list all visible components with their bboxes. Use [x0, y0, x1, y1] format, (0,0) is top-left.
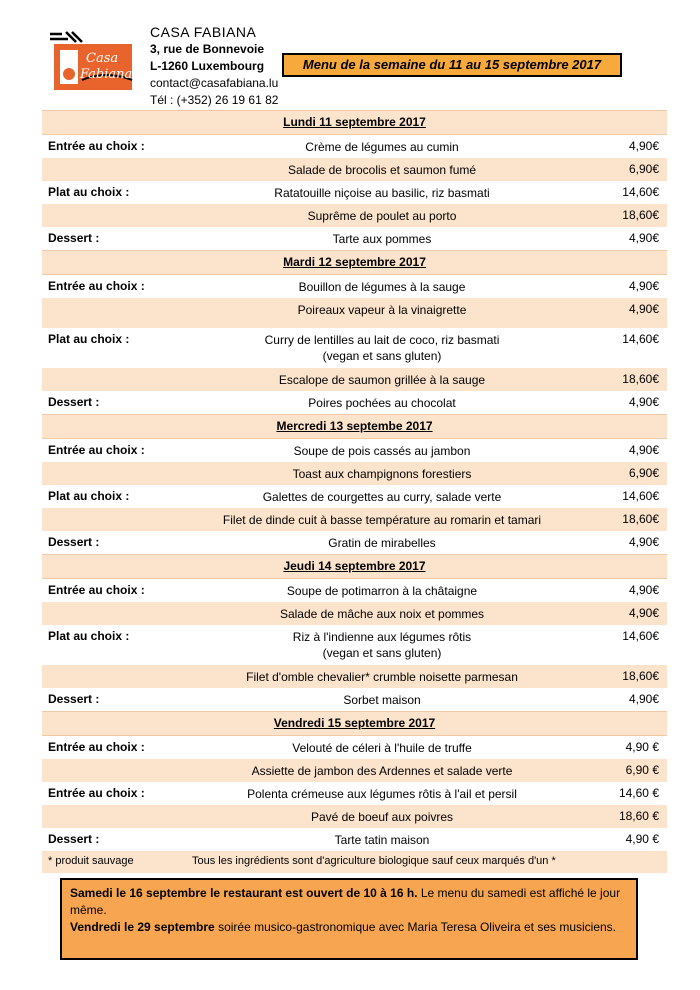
- course-label: Dessert :: [48, 231, 100, 245]
- dish-name: [182, 583, 582, 599]
- menu-row: [42, 828, 667, 851]
- day-title: Mardi 12 septembre 2017: [283, 255, 426, 269]
- dish-note: (vegan et sans gluten): [322, 646, 442, 660]
- menu-row: [42, 135, 667, 158]
- menu-row: [42, 328, 667, 368]
- day-header: [42, 250, 667, 275]
- day-title: Lundi 11 septembre 2017: [283, 115, 426, 129]
- dish-price: 14,60€: [622, 332, 659, 346]
- dish-line: Salade de mâche aux noix et pommes: [279, 607, 485, 621]
- dish-price: 4,90 €: [625, 832, 659, 846]
- address-line2: L-1260 Luxembourg: [150, 59, 265, 73]
- dish-price: 4,90€: [628, 139, 659, 153]
- dish-line: Escalope de saumon grillée à la sauge: [278, 373, 486, 387]
- dish-line: Galettes de courgettes au curry, salade verte: [262, 490, 502, 504]
- day-title: Mercredi 13 septembe 2017: [276, 419, 433, 433]
- restaurant-name: CASA FABIANA: [150, 24, 257, 40]
- dish-line: Tarte aux pommes: [332, 232, 432, 246]
- svg-text:Fabiana: Fabiana: [80, 67, 133, 82]
- menu-row: [42, 805, 667, 828]
- dish-price: 4,90 €: [625, 740, 659, 754]
- dish-line: Riz à l'indienne aux légumes rôtis: [292, 630, 472, 644]
- course-label: Dessert :: [48, 832, 100, 846]
- dish-line: Assiette de jambon des Ardennes et salade verte: [251, 764, 513, 778]
- dish-line: Poires pochées au chocolat: [308, 396, 456, 410]
- dish-price: 4,90€: [628, 583, 659, 597]
- dish-line: Velouté de céleri à l'huile de truffe: [292, 741, 472, 755]
- menu-row: [42, 759, 667, 782]
- dish-line: Suprême de poulet au porto: [307, 209, 457, 223]
- notice-line1: Samedi le 16 septembre le restaurant est ouvert de 10 à 16 h. Le menu du samedi est affiché le jour même.: [70, 886, 621, 917]
- dish-price: 4,90€: [628, 279, 659, 293]
- dish-price: 6,90€: [628, 162, 659, 176]
- dish-line: Sorbet maison: [343, 693, 421, 707]
- footnote-organic: Tous les ingrédients sont d'agriculture biologique sauf ceux marqués d'un *: [192, 855, 556, 867]
- dish-name: [182, 669, 582, 685]
- dish-name: [182, 395, 582, 411]
- dish-line: Poireaux vapeur à la vinaigrette: [297, 303, 467, 317]
- dish-price: 4,90€: [628, 395, 659, 409]
- dish-line: Gratin de mirabelles: [328, 536, 436, 550]
- dish-price: 14,60 €: [618, 786, 659, 800]
- menu-row: [42, 204, 667, 227]
- dish-line: Salade de brocolis et saumon fumé: [287, 163, 477, 177]
- weekly-menu: [42, 110, 667, 873]
- dish-name: [182, 740, 582, 756]
- dish-price: 18,60€: [622, 208, 659, 222]
- dish-name: [182, 443, 582, 459]
- dish-name: [182, 809, 582, 825]
- menu-row: [42, 602, 667, 625]
- course-label: Entrée au choix :: [48, 279, 145, 293]
- menu-row: [42, 227, 667, 250]
- course-label: Plat au choix :: [48, 489, 130, 503]
- dish-line: Toast aux champignons forestiers: [292, 467, 472, 481]
- dish-name: [182, 832, 582, 848]
- course-label: Plat au choix :: [48, 629, 130, 643]
- week-banner: Menu de la semaine du 11 au 15 septembre 2017: [282, 53, 622, 77]
- dish-price: 18,60€: [622, 512, 659, 526]
- dish-note: (vegan et sans gluten): [322, 349, 442, 363]
- dish-line: Filet de dinde cuit à basse température au romarin et tamari: [222, 513, 542, 527]
- dish-line: Pavé de boeuf aux poivres: [310, 810, 454, 824]
- course-label: Entrée au choix :: [48, 740, 145, 754]
- dish-name: [182, 208, 582, 224]
- dish-name: [182, 629, 582, 661]
- dish-price: 4,90€: [628, 535, 659, 549]
- dish-name: [182, 372, 582, 388]
- notice-line2: Vendredi le 29 septembre soirée musico-gastronomique avec Maria Teresa Oliveira et ses musiciens.: [70, 920, 617, 934]
- day-title: Jeudi 14 septembre 2017: [283, 559, 426, 573]
- email-link[interactable]: contact@casafabiana.lu: [150, 76, 279, 90]
- dish-name: [182, 535, 582, 551]
- dish-price: 4,90€: [628, 443, 659, 457]
- svg-text:Casa: Casa: [86, 51, 119, 66]
- day-header: [42, 414, 667, 439]
- menu-row: [42, 275, 667, 298]
- dish-line: Soupe de pois cassés au jambon: [293, 444, 471, 458]
- menu-row: [42, 531, 667, 554]
- menu-row: [42, 736, 667, 759]
- dish-price: 14,60€: [622, 489, 659, 503]
- course-label: Entrée au choix :: [48, 443, 145, 457]
- dish-name: [182, 466, 582, 482]
- course-label: Dessert :: [48, 535, 100, 549]
- day-header: [42, 711, 667, 736]
- course-label: Entrée au choix :: [48, 786, 145, 800]
- dish-name: [182, 279, 582, 295]
- dish-name: [182, 692, 582, 708]
- dish-price: 6,90€: [628, 466, 659, 480]
- menu-row: [42, 181, 667, 204]
- menu-row: [42, 579, 667, 602]
- course-label: Dessert :: [48, 692, 100, 706]
- dish-price: 6,90 €: [625, 763, 659, 777]
- menu-row: [42, 439, 667, 462]
- dish-name: [182, 606, 582, 622]
- menu-row: [42, 462, 667, 485]
- menu-row: [42, 368, 667, 391]
- dish-price: 4,90€: [628, 302, 659, 316]
- dish-name: [182, 139, 582, 155]
- restaurant-address: [150, 24, 278, 109]
- dish-name: [182, 162, 582, 178]
- menu-row: [42, 158, 667, 181]
- menu-row: [42, 298, 667, 328]
- dish-name: [182, 763, 582, 779]
- header: [0, 0, 700, 110]
- footnote-wild: * produit sauvage: [48, 855, 134, 867]
- course-label: Plat au choix :: [48, 185, 130, 199]
- address-line1: 3, rue de Bonnevoie: [150, 42, 265, 56]
- dish-name: [182, 786, 582, 802]
- dish-name: [182, 512, 582, 528]
- dish-price: 18,60 €: [618, 809, 659, 823]
- menu-row: [42, 508, 667, 531]
- dish-line: Filet d'omble chevalier* crumble noisette parmesan: [246, 670, 518, 684]
- dish-name: [182, 489, 582, 505]
- dish-price: 4,90€: [628, 231, 659, 245]
- day-header: [42, 554, 667, 579]
- notice-box: [60, 878, 638, 960]
- dish-price: 4,90€: [628, 692, 659, 706]
- dish-price: 4,90€: [628, 606, 659, 620]
- dish-line: Curry de lentilles au lait de coco, riz basmati: [264, 333, 500, 347]
- course-label: Entrée au choix :: [48, 583, 145, 597]
- footnote-row: [42, 851, 667, 873]
- menu-row: [42, 782, 667, 805]
- course-label: Dessert :: [48, 395, 100, 409]
- day-header: [42, 110, 667, 135]
- menu-row: [42, 485, 667, 508]
- dish-line: Ratatouille niçoise au basilic, riz basmati: [274, 186, 490, 200]
- dish-price: 18,60€: [622, 669, 659, 683]
- menu-row: [42, 625, 667, 665]
- dish-name: [182, 185, 582, 201]
- dish-price: 14,60€: [622, 629, 659, 643]
- dish-name: [182, 302, 582, 318]
- dish-line: Soupe de potimarron à la châtaigne: [286, 584, 478, 598]
- dish-name: [182, 231, 582, 247]
- dish-line: Crème de légumes au cumin: [305, 140, 459, 154]
- dish-price: 14,60€: [622, 185, 659, 199]
- dish-price: 18,60€: [622, 372, 659, 386]
- dish-line: Bouillon de légumes à la sauge: [298, 280, 466, 294]
- phone-number: Tél : (+352) 26 19 61 82: [150, 93, 279, 107]
- casa-fabiana-logo: [46, 30, 140, 94]
- menu-row: [42, 688, 667, 711]
- day-title: Vendredi 15 septembre 2017: [273, 716, 436, 730]
- course-label: Entrée au choix :: [48, 139, 145, 153]
- dish-line: Polenta crémeuse aux légumes rôtis à l'ail et persil: [247, 787, 517, 801]
- menu-row: [42, 391, 667, 414]
- dish-line: Tarte tatin maison: [334, 833, 430, 847]
- menu-row: [42, 665, 667, 688]
- dish-name: [182, 332, 582, 364]
- course-label: Plat au choix :: [48, 332, 130, 346]
